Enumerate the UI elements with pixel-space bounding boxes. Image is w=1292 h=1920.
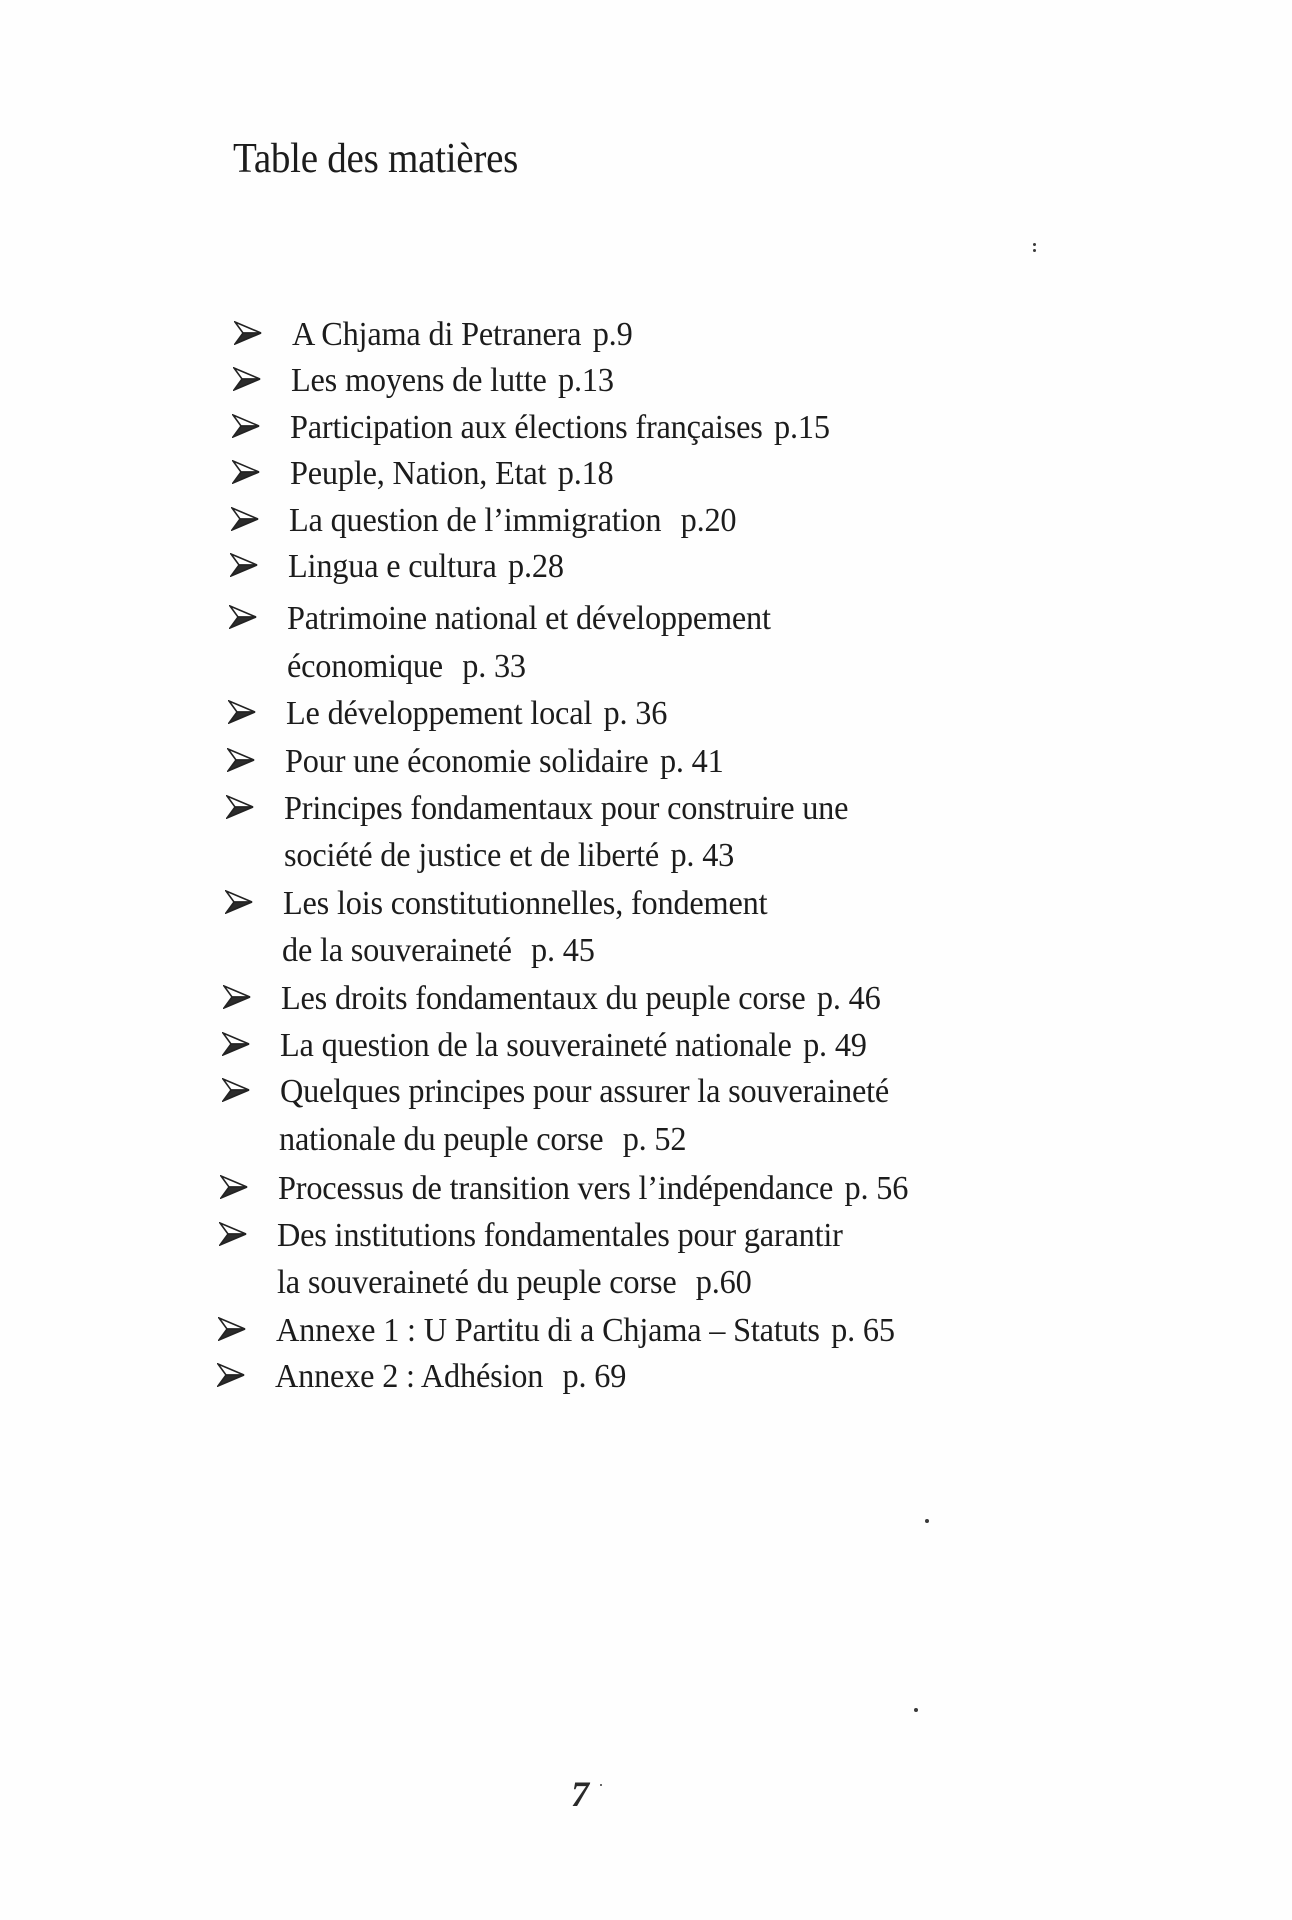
toc-entry-title: Processus de transition vers l’indépendance bbox=[278, 1170, 834, 1207]
toc-entry-content bbox=[291, 364, 614, 398]
toc-entry-title: Annexe 2 : Adhésion bbox=[275, 1358, 552, 1395]
arrowhead-bullet-icon bbox=[233, 367, 261, 391]
toc-entry-content bbox=[277, 1266, 752, 1300]
toc-entry-line bbox=[280, 1029, 898, 1063]
toc-entry-title: Pour une économie solidaire bbox=[285, 743, 649, 780]
arrowhead-bullet-icon bbox=[229, 605, 257, 629]
arrowhead-bullet-icon bbox=[218, 1317, 246, 1341]
toc-page-reference: p. 43 bbox=[669, 837, 734, 874]
toc-entry-title: société de justice et de liberté bbox=[283, 837, 659, 874]
scan-speck bbox=[600, 1784, 602, 1786]
toc-entry-line bbox=[289, 504, 760, 538]
toc-page-reference: p. 52 bbox=[622, 1121, 687, 1158]
toc-entry-title: Participation aux élections françaises bbox=[290, 409, 764, 446]
toc-entry-line bbox=[276, 1314, 927, 1348]
toc-page-reference: p.9 bbox=[592, 316, 633, 353]
toc-entry-content bbox=[288, 550, 564, 584]
toc-entry-content bbox=[280, 1029, 867, 1063]
toc-entry-title: économique bbox=[286, 648, 451, 685]
arrowhead-bullet-icon bbox=[232, 414, 260, 438]
toc-page-reference: p. 69 bbox=[562, 1358, 627, 1395]
toc-entry-content bbox=[289, 504, 736, 538]
toc-entry-content bbox=[286, 697, 667, 731]
arrowhead-bullet-icon bbox=[228, 700, 256, 724]
toc-entry-content bbox=[292, 318, 633, 352]
toc-entry-line bbox=[290, 457, 631, 491]
toc-entry-content bbox=[281, 982, 881, 1016]
toc-entry-title: Peuple, Nation, Etat bbox=[289, 455, 547, 492]
toc-entry-line bbox=[290, 411, 858, 445]
toc-entry-content bbox=[279, 1123, 686, 1157]
toc-entry-line bbox=[279, 1123, 708, 1157]
toc-entry-line bbox=[277, 1219, 873, 1253]
toc-entry-line bbox=[292, 318, 650, 352]
toc-entry-line bbox=[275, 1360, 645, 1394]
toc-entry-title: de la souveraineté bbox=[281, 932, 520, 969]
toc-entry-content bbox=[284, 839, 734, 873]
arrowhead-bullet-icon bbox=[219, 1222, 247, 1246]
arrowhead-bullet-icon bbox=[217, 1363, 245, 1387]
toc-entry-content bbox=[282, 934, 595, 968]
arrowhead-bullet-icon bbox=[227, 748, 255, 772]
toc-entry-line bbox=[287, 650, 538, 684]
toc-page-reference: p. 36 bbox=[603, 695, 668, 732]
toc-entry-line bbox=[284, 839, 758, 873]
toc-page-reference: p.20 bbox=[680, 502, 737, 539]
arrowhead-bullet-icon bbox=[230, 553, 258, 577]
toc-page-reference: p.60 bbox=[695, 1264, 752, 1301]
toc-entry-title: Patrimoine national et développement bbox=[287, 600, 772, 637]
toc-page-reference: p. 56 bbox=[844, 1170, 909, 1207]
toc-page-reference: p. 45 bbox=[530, 932, 595, 969]
toc-entry-content bbox=[290, 457, 614, 491]
arrowhead-bullet-icon bbox=[232, 460, 260, 484]
scan-speck bbox=[1033, 249, 1036, 252]
toc-entry-line bbox=[288, 550, 578, 584]
toc-entry-content bbox=[278, 1172, 908, 1206]
arrowhead-bullet-icon bbox=[225, 890, 253, 914]
toc-entry-line bbox=[282, 934, 611, 968]
toc-entry-content bbox=[290, 411, 830, 445]
toc-entry-title: Des institutions fondamentales pour garantir bbox=[277, 1217, 844, 1254]
toc-entry-line bbox=[284, 792, 878, 826]
toc-entry-content bbox=[276, 1314, 895, 1348]
toc-entry-title: A Chjama di Petranera bbox=[292, 316, 582, 353]
page-number: 7 bbox=[571, 1774, 589, 1814]
toc-page-reference: p.15 bbox=[774, 409, 831, 446]
scan-speck bbox=[914, 1708, 918, 1712]
toc-page-reference: p.13 bbox=[558, 362, 615, 399]
toc-page-reference: p. 41 bbox=[659, 743, 724, 780]
toc-page-reference: p. 33 bbox=[461, 648, 526, 685]
toc-entry-line bbox=[287, 602, 796, 636]
toc-entry-line bbox=[291, 364, 631, 398]
toc-entry-line bbox=[283, 887, 793, 921]
toc-entry-title: Lingua e cultura bbox=[288, 548, 497, 585]
toc-entry-title: Le développement local bbox=[285, 695, 592, 732]
toc-entry-title: Les droits fondamentaux du peuple corse bbox=[281, 980, 806, 1017]
arrowhead-bullet-icon bbox=[222, 1032, 250, 1056]
arrowhead-bullet-icon bbox=[223, 985, 251, 1009]
toc-entry-title: Les lois constitutionnelles, fondement bbox=[282, 885, 768, 922]
toc-entry-line bbox=[280, 1075, 921, 1109]
arrowhead-bullet-icon bbox=[231, 507, 259, 531]
toc-entry-title: Principes fondamentaux pour construire une bbox=[284, 790, 849, 827]
toc-page-reference: p. 46 bbox=[817, 980, 881, 1017]
toc-entry-line bbox=[285, 745, 747, 779]
toc-entry-content bbox=[285, 745, 724, 779]
toc-entry-title: Quelques principes pour assurer la souveraineté bbox=[279, 1073, 889, 1110]
arrowhead-bullet-icon bbox=[222, 1078, 250, 1102]
toc-page-reference: p. 65 bbox=[830, 1312, 895, 1349]
toc-entry-title: La question de la souveraineté nationale bbox=[280, 1027, 793, 1064]
toc-entry-title: la souveraineté du peuple corse bbox=[276, 1264, 684, 1301]
toc-entry-content bbox=[275, 1360, 626, 1394]
toc-page-reference: p. 49 bbox=[803, 1027, 868, 1064]
toc-entry-line bbox=[281, 982, 912, 1016]
toc-entry-line bbox=[278, 1172, 941, 1206]
arrowhead-bullet-icon bbox=[234, 321, 262, 345]
toc-entry-title: La question de l’immigration bbox=[288, 502, 670, 539]
scan-speck bbox=[1033, 243, 1036, 246]
arrowhead-bullet-icon bbox=[226, 795, 254, 819]
toc-entry-content bbox=[287, 650, 526, 684]
toc-page-reference: p.18 bbox=[557, 455, 614, 492]
toc-entry-title: Annexe 1 : U Partitu di a Chjama – Statuts bbox=[275, 1312, 820, 1349]
arrowhead-bullet-icon bbox=[220, 1175, 248, 1199]
toc-entry-title: Les moyens de lutte bbox=[291, 362, 547, 399]
toc-entry-line bbox=[277, 1266, 777, 1300]
toc-page-reference: p.28 bbox=[508, 548, 564, 585]
scan-speck bbox=[925, 1519, 929, 1523]
toc-entry-line bbox=[286, 697, 687, 731]
page-title: Table des matières bbox=[233, 136, 519, 182]
toc-entry-title: nationale du peuple corse bbox=[278, 1121, 612, 1158]
